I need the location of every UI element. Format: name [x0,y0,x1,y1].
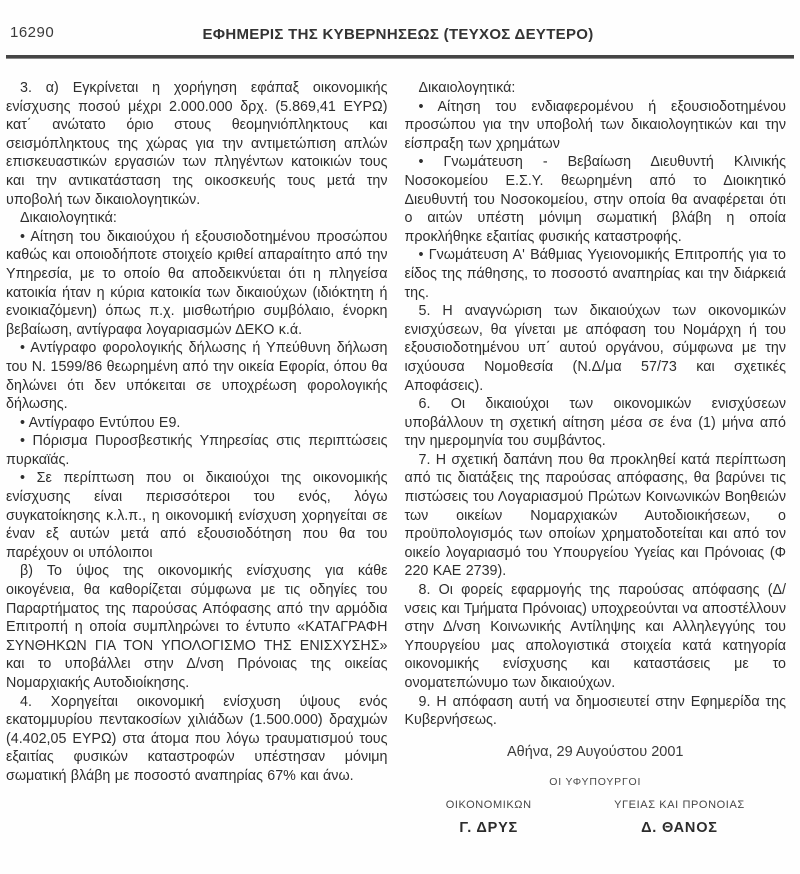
paragraph: 4. Χορηγείται οικονομική ενίσχυση ύψους ενός εκατομμυρίου πεντακοσίων χιλιάδων (1.500.000) δραχμών (4.402,05 ΕΥΡΩ) στα άτομα που λόγω τραυματισμού τους εξαιτίας φυσικών καταστροφών υπέστησαν μόνιμη σωματική βλάβη με ποσοστό αναπηρίας 67% και άνω. [6,693,388,784]
bullet-paragraph: • Σε περίπτωση που οι δικαιούχοι της οικονομικής ενίσχυσης είναι περισσότεροι του ενός, λόγω συγκατοίκησης κ.λ.π., η οικονομική ενίσχυση χορηγείται σε έναν εξ αυτών μετά από εξουσιοδότηση που θα του παρέχουν οι υπόλοιποι [6,470,388,561]
paragraph: 7. Η σχετική δαπάνη που θα προκληθεί κατά περίπτωση από τις διατάξεις της παρούσας απόφασης, θα βαρύνει τις πιστώσεις του Λογαριασμού Πρώτων Κοινωνικών Βοηθειών των οικείων Νομαρχιακών Αυτοδιοικήσεων, ο προϋπολογισμός των οποίων χρηματοδοτείται και από τον οικείο λογαριασμό του Υπουργείου Υγείας και Πρόνοιας (Φ 220 ΚΑΕ 2739). [404,451,786,580]
signer-name: Γ. ΔΡΥΣ [459,819,519,836]
gazette-title: ΕΦΗΜΕΡΙΣ ΤΗΣ ΚΥΒΕΡΝΗΣΕΩΣ (ΤΕΥΧΟΣ ΔΕΥΤΕΡΟ) [202,26,594,43]
paragraph: β) Το ύψος της οικονομικής ενίσχυσης για κάθε οικογένεια, θα καθορίζεται σύμφωνα με τις οδηγίες του Παραρτήματος της παρούσας Απόφασης από την αρμόδια Επιτροπή η οποία συμπληρώνει το έντυπο «ΚΑΤΑΓΡΑΦΗ ΣΥΝΘΗΚΩΝ ΓΙΑ ΤΟΝ ΥΠΟΛΟΓΙΣΜΟ ΤΗΣ ΕΝΙΣΧΥΣΗΣ» και το υποβάλλει στην Δ/νση Πρόνοιας της οικείας Νομαρχιακής Αυτοδιοίκησης. [6,563,388,691]
paragraph: 6. Οι δικαιούχοι των οικονομικών ενισχύσεων υποβάλλουν τη σχετική αίτηση μέσα σε ένα (1) μήνα από την ημερομηνία του συμβάντος. [404,396,786,450]
paragraph: Δικαιολογητικά: [418,80,516,96]
paragraph: Δικαιολογητικά: [20,210,117,227]
paragraph: 8. Οι φορείς εφαρμογής της παρούσας απόφασης (Δ/νσεις και Τμήματα Πρόνοιας) υποχρεούνται να αποστέλλουν στην Δ/νση Κοινωνικής Αντίληψης και Αλληλεγγύης του Υπουργείου μας απολογιστικά στοιχεία κατά κατηγορία οικονομικής ενίσχυσης και καταστάσεις με το ονοματεπώνυμο των δικαιούχων. [404,582,786,691]
signers-row [405,799,787,836]
signature-block [405,744,787,836]
bullet-paragraph: • Γνωμάτευση - Βεβαίωση Διευθυντή Κλινικής Νοσοκομείου Ε.Σ.Υ. θεωρημένη από το Διοικητικό Διευθυντή του Νοσοκομείου, στην οποία θα αναφέρεται ότι ο αιτών υπέστη μόνιμη σωματική βλάβη η οποία προκλήθηκε εξαιτίας φυσικής καταστροφής. [404,154,786,245]
signer-health-welfare [614,799,745,836]
signer-name: Δ. ΘΑΝΟΣ [641,819,718,836]
signer-role: ΟΙΚΟΝΟΜΙΚΩΝ [445,798,532,811]
two-column-body [0,59,800,836]
right-column-text [405,79,787,730]
bullet-paragraph: • Αίτηση του ενδιαφερομένου ή εξουσιοδοτημένου προσώπου για την υποβολή των δικαιολογητικών και την είσπραξη των χρημάτων [404,98,786,152]
bullet-paragraph: • Αντίγραφο Εντύπου Ε9. [20,414,181,431]
signer-role: ΥΓΕΙΑΣ ΚΑΙ ΠΡΟΝΟΙΑΣ [614,798,745,811]
bullet-paragraph: • Γνωμάτευση Α' Βάθμιας Υγειονομικής Επιτροπής για το είδος της πάθησης, το ποσοστό αναπηρίας και την διάρκειά της. [404,247,786,301]
paragraph: 5. Η αναγνώριση των δικαιούχων των οικονομικών ενισχύσεων, θα γίνεται με απόφαση του Νομάρχη ή του εξουσιοδοτημένου υπ΄ αυτού οργάνου, σύμφωνα με την ισχύουσα Νομοθεσία (Ν.Δ/μα 57/73 και σχετικές Αποφάσεις). [404,303,786,394]
left-column [6,79,388,836]
signer-economics [446,799,532,836]
bullet-paragraph: • Αντίγραφο φορολογικής δήλωσης ή Υπεύθυνη δήλωση του Ν. 1599/86 θεωρημένη από την οικεία Εφορία, όπου θα δηλώνει ότι δεν υπόκειται σε υποχρέωση φορολογικής δήλωσης. [6,340,388,413]
ministers-label: ΟΙ ΥΦΥΠΟΥΡΓΟΙ [549,775,642,788]
paragraph: 9. Η απόφαση αυτή να δημοσιευτεί στην Εφημερίδα της Κυβερνήσεως. [404,693,786,729]
signature-place-date: Αθήνα, 29 Αυγούστου 2001 [507,743,684,760]
paragraph: 3. α) Εγκρίνεται η χορήγηση εφάπαξ οικονομικής ενίσχυσης ποσού μέχρι 2.000.000 δρχ. (5.869,41 ΕΥΡΩ) κατ΄ ανώτατο όριο στους θεομηνιόπληκτους και σεισμόπληκτους της χώρας για την αντιμετώπιση απλών επισκευαστικών εργασιών των πληγέντων κατοικιών τους και την αντικατάσταση της οικοσκευής τους μετά την υποβολή των δικαιολογητικών. [6,80,388,208]
right-column [405,79,787,836]
page-header [0,0,800,50]
bullet-paragraph: • Αίτηση του δικαιούχου ή εξουσιοδοτημένου προσώπου καθώς και οποιοδήποτε στοιχείο κριθεί απαραίτητο από την Υπηρεσία, με το οποίο θα αποδεικνύεται ότι η πληγείσα κατοικία ήταν η κύρια κατοικία των δικαιούχων (ιδιόκτητη ή ενοικιαζόμενη) όπως π.χ. μισθωτήριο συμβόλαιο, ένορκη βεβαίωση, αντίγραφα λογαριασμών ΔΕΚΟ κ.ά. [6,228,388,338]
bullet-paragraph: • Πόρισμα Πυροσβεστικής Υπηρεσίας στις περιπτώσεις πυρκαϊάς. [6,433,388,468]
page-number: 16290 [10,24,55,41]
